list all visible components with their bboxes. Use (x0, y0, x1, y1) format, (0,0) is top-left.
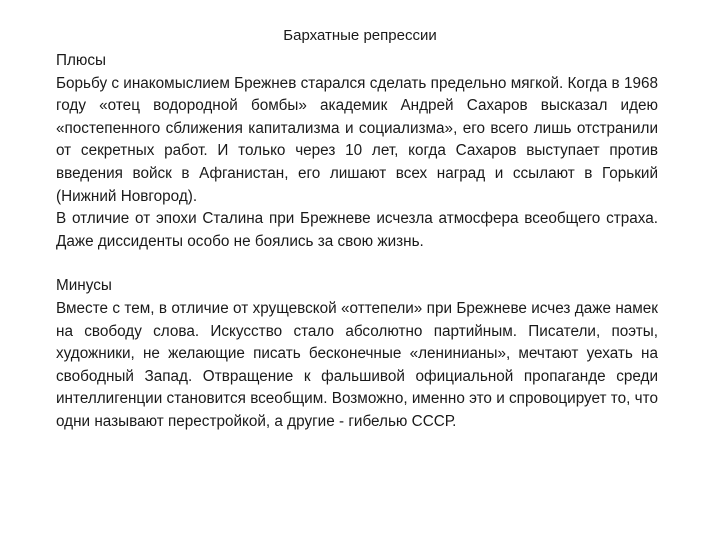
slide-body (56, 50, 658, 434)
cons-heading: Минусы (56, 277, 112, 295)
slide-title: Бархатные репрессии (283, 27, 437, 44)
pros-paragraph-2: В отличие от эпохи Сталина при Брежневе исчезла атмосфера всеобщего страха. Даже диссиденты особо не боялись за свою жизнь. (56, 210, 658, 250)
cons-paragraph-1: Вместе с тем, в отличие от хрущевской «оттепели» при Брежневе исчез даже намек на свободу слова. Искусство стало абсолютно партийным. Писатели, поэты, художники, не желающие писать бесконечные «ленинианы», мечтают уехать на свободный Запад. Отвращение к фальшивой официальной пропаганде среди интеллигенции становится всеобщим. Возможно, именно это и спровоцирует то, что одни называют перестройкой, а другие - гибелью СССР. (56, 299, 658, 430)
section-spacer (56, 253, 658, 275)
pros-heading: Плюсы (56, 52, 107, 69)
pros-paragraph-1: Борьбу с инакомыслием Брежнев старался сделать предельно мягкой. Когда в 1968 году «отец водородной бомбы» академик Андрей Сахаров высказал идею «постепенного сближения капитализма и социализма», его всего лишь отстранили от секретных работ. И только через 10 лет, когда Сахаров выступает против введения войск в Афганистан, его лишают всех наград и ссылают в Горький (Нижний Новгород). (56, 74, 658, 205)
